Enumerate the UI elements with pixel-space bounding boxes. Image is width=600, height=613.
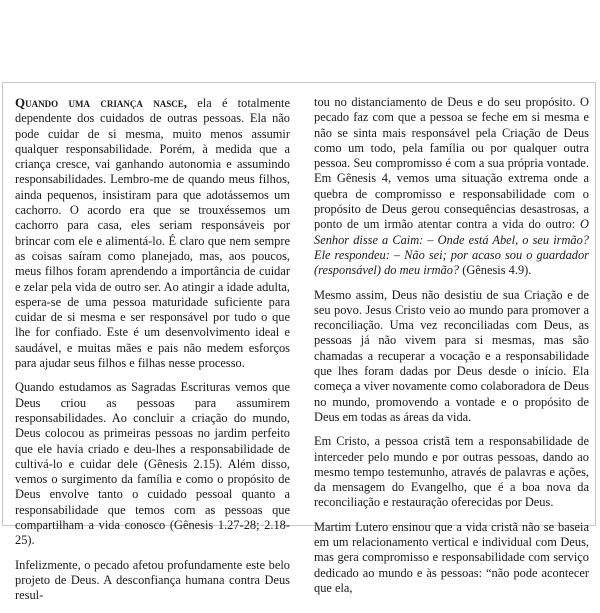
bible-quote: O Senhor disse a Caim: – Onde está Abel, o seu irmão? Ele respondeu: – Não sei; por acaso sou o guardador (responsável) do meu irmão? <box>314 217 589 278</box>
paragraph-reconciliation: Mesmo assim, Deus não desistiu de sua Criação e de seu povo. Jesus Cristo veio ao mundo para promover a reconciliação. Uma vez reconciliadas com Deus, as pessoas já não vivem para si mesmas, mas são chamadas a recuperar a vocação e a responsabilidade que lhes foram dadas por Deus desde o início. Ela começa a viver novamente como colaboradora de Deus no mundo, promovendo a vontade e o propósito de Deus em todas as áreas da vida. <box>314 287 589 424</box>
paragraph-in-christ: Em Cristo, a pessoa cristã tem a responsabilidade de interceder pelo mundo e por outras pessoas, dando ao mesmo tempo testemunho, através de palavras e ações, da mensagem do Evangelho, que é a boa nova da reconciliação e restauração oferecidas por Deus. <box>314 434 589 510</box>
paragraph-intro <box>15 95 290 371</box>
paragraph-distance <box>314 95 589 279</box>
distance-text: tou no distanciamento de Deus e do seu propósito. O pecado faz com que a pessoa se feche em si mesma e não se sinta mais responsável pela Criação de Deus como um todo, pela família ou por qualquer outra pessoa. Seu compromisso é com a sua própria vontade. Em Gênesis 4, vemos uma situação extrema onde a quebra de compromisso e responsabilidade com o propósito de Deus gerou consequências desastrosas, a ponto de um irmão atentar contra a vida do outro: <box>314 95 589 232</box>
bible-reference: (Gênesis 4.9). <box>459 263 532 278</box>
left-column <box>15 95 290 613</box>
paragraph-sin: Infelizmente, o pecado afetou profundamente este belo projeto de Deus. A desconfiança humana contra Deus resul- <box>15 557 290 603</box>
page-frame <box>2 82 596 603</box>
right-column <box>314 95 589 605</box>
paragraph-scriptures: Quando estudamos as Sagradas Escrituras vemos que Deus criou as pessoas para assumirem responsabilidades. Ao concluir a criação do mundo, Deus colocou as primeiras pessoas no jardim perfeito que ele havia criado e deu-lhes a responsabilidade de cultivá-lo e cuidar dele (Gênesis 2.15). Além disso, vemos o surgimento da família e como o propósito de Deus envolve tanto o cuidado pessoal quanto a responsabilidade que temos com as pessoas que compartilham a vida conosco (Gênesis 1.27-28; 2.18-25). <box>15 380 290 548</box>
intro-text: ela é totalmente dependente dos cuidados de outras pessoas. Ela não pode cuidar de si mesma, muito menos assumir qualquer responsabilidade. Porém, à medida que a criança cresce, vai ganhando autonomia e assumindo responsabilidades. Lembro-me de quando meus filhos, ainda pequenos, insistiram para que adotássemos um cachorro. O acordo era que se trouxéssemos um cachorro para casa, eles seriam responsáveis por brincar com ele e alimentá-lo. É claro que nem sempre as coisas saíram como planejado, mas, aos poucos, meus filhos foram aprendendo a importância de cuidar e zelar pela vida de outro ser. Ao atingir a idade adulta, espera-se de uma pessoa maturidade suficiente para cuidar de si mesma e ser responsável por tudo o que lhe for confiado. Este é um desenvolvimento ideal e saudável, e muitas mães e pais não medem esforços para ajudar seus filhos e filhas nesse processo. <box>15 96 290 371</box>
lead-in: Quando uma criança nasce, <box>15 95 188 110</box>
paragraph-luther: Martim Lutero ensinou que a vida cristã não se baseia em um relacionamento vertical e individual com Deus, mas gera compromisso e responsabilidade com serviço dedicado ao mundo e às pessoas: “não pode acontecer que ela, <box>314 519 589 595</box>
